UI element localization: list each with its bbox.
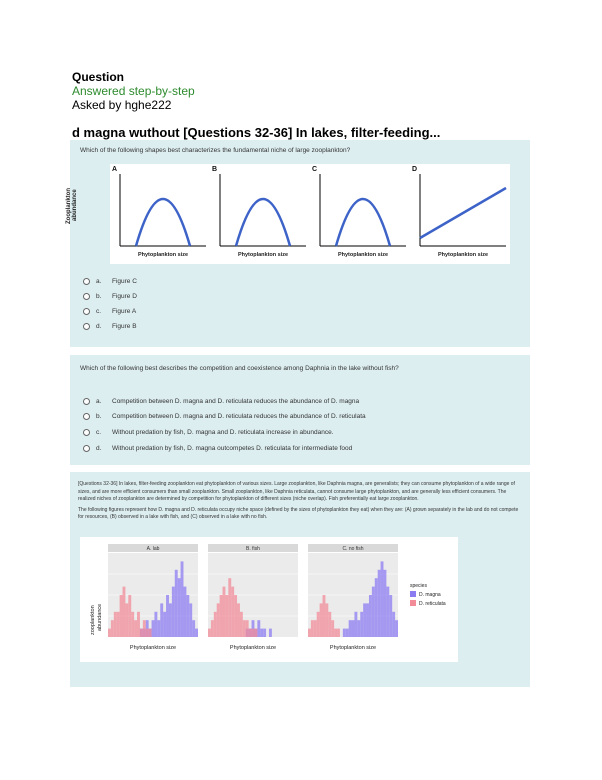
x-axis-label: Phytoplankton size (137, 252, 189, 258)
context-paragraph-2: The following figures represent how D. magna and D. reticulata occupy niche space (defined by the sizes of phytoplankton they eat) when they are: (A) grown separately in the lab and do not compete for resources, (B) observed in a lake with fish, and (C) observed in a lake with no fish. (78, 506, 519, 520)
histogram-bar (395, 620, 398, 637)
option-d[interactable]: d. Without predation by fish, D. magna outcompetes D. reticulata for intermediate food (83, 445, 352, 452)
facet-title: C. no fish (342, 546, 364, 552)
question-panel-shapes (66, 140, 530, 347)
histogram-bar (128, 595, 131, 637)
y-axis-label: abundance (97, 603, 103, 631)
histogram-bar (334, 629, 337, 637)
histogram-bar (325, 603, 328, 637)
histogram-bar (240, 612, 243, 637)
niche-curve (336, 199, 390, 246)
histogram-bar (183, 587, 186, 637)
niche-line (420, 188, 506, 238)
histogram-bar (243, 620, 246, 637)
histogram-bar (389, 595, 392, 637)
option-d[interactable]: d. Figure B (83, 323, 137, 330)
x-axis-label: Phytoplankton size (237, 252, 289, 258)
niche-shapes-figure (66, 164, 510, 264)
x-axis-label: Phytoplankton size (129, 645, 177, 651)
x-axis-label: Phytoplankton size (329, 645, 377, 651)
niche-histogram-svg (80, 537, 458, 662)
histogram-bar (328, 612, 331, 637)
radio-button[interactable] (83, 293, 90, 300)
histogram-bar (181, 561, 184, 637)
histogram-bar (214, 612, 217, 637)
radio-button[interactable] (83, 308, 90, 315)
facet-title: B. fish (246, 546, 260, 552)
histogram-bar (211, 620, 214, 637)
histogram-bar (175, 570, 178, 637)
histogram-bar (357, 620, 360, 637)
histogram-bar (375, 578, 378, 637)
radio-button[interactable] (83, 398, 90, 405)
histogram-bar (149, 629, 152, 637)
histogram-bar (195, 629, 198, 637)
histogram-bar (163, 612, 166, 637)
histogram-bar (231, 587, 234, 637)
x-axis-label: Phytoplankton size (437, 252, 489, 258)
context-text (78, 481, 523, 522)
histogram-bar (252, 629, 255, 637)
histogram-bar (111, 620, 114, 637)
histogram-bar (311, 620, 314, 637)
histogram-bar (257, 620, 260, 637)
histogram-bar (178, 578, 181, 637)
question-prompt: Which of the following best describes the competition and coexistence among Daphnia in the lake without fish? (80, 365, 399, 372)
option-b[interactable]: b. Competition between D. magna and D. reticulata reduces the abundance of D. reticulata (83, 413, 366, 420)
histogram-bar (366, 603, 369, 637)
histogram-bar (152, 620, 155, 637)
histogram-bar (169, 603, 172, 637)
answered-status[interactable]: Answered step-by-step (72, 84, 195, 98)
radio-button[interactable] (83, 278, 90, 285)
niche-shapes-svg (66, 164, 510, 264)
histogram-bar (372, 587, 375, 637)
y-axis-label: Zooplankton (66, 188, 72, 224)
histogram-bar (346, 629, 349, 637)
radio-button[interactable] (83, 413, 90, 420)
histogram-bar (237, 603, 240, 637)
histogram-bar (360, 612, 363, 637)
histogram-bar (331, 620, 334, 637)
histogram-bar (120, 595, 123, 637)
histogram-bar (386, 587, 389, 637)
question-panel-competition (70, 355, 530, 465)
histogram-bar (186, 595, 189, 637)
question-header (72, 70, 195, 112)
histogram-bar (192, 620, 195, 637)
histogram-bar (166, 595, 169, 637)
question-prompt: Which of the following shapes best characterizes the fundamental niche of large zooplankton? (80, 147, 351, 154)
histogram-bar (369, 595, 372, 637)
histogram-bar (308, 629, 311, 637)
panel-letter: C (312, 166, 318, 173)
histogram-bar (143, 620, 146, 637)
histogram-bar (134, 620, 137, 637)
histogram-bar (363, 603, 366, 637)
histogram-bar (343, 629, 346, 637)
histogram-bar (320, 603, 323, 637)
option-a[interactable]: a. Competition between D. magna and D. reticulata reduces the abundance of D. magna (83, 398, 359, 405)
histogram-bar (117, 612, 120, 637)
histogram-bar (208, 629, 211, 637)
histogram-bar (392, 612, 395, 637)
legend-label: D. reticulata (419, 601, 446, 607)
histogram-bar (157, 620, 160, 637)
histogram-bar (352, 620, 355, 637)
histogram-bar (217, 603, 220, 637)
panel-letter: D (412, 166, 418, 173)
histogram-bar (354, 612, 357, 637)
x-axis-label: Phytoplankton size (229, 645, 277, 651)
niche-curve (236, 199, 290, 246)
histogram-bar (323, 595, 326, 637)
y-axis-label: zooplankton (90, 605, 96, 635)
niche-curve (136, 199, 190, 246)
x-axis-label: Phytoplankton size (337, 252, 389, 258)
context-paragraph-1: [Questions 32-36] In lakes, filter-feeding zooplankton eat phytoplankton of various sizes. Large zooplankton, like Daphnia magna, are generalists; they can consume phytoplankton of a wide range of sizes, and are more efficient consumers than small zooplankton. Small zooplankton, like Daphnia reticulata, cannot consume large phytoplankton, and are generally less efficient consumers. The realized niches of zooplankton are determined by competition for phytoplankton of different sizes (niche overlap). Fish preferentially eat large zooplankton. (78, 481, 515, 502)
question-title: d magna wuthout [Questions 32-36] In lakes, filter-feeding... (72, 125, 441, 140)
legend-label: D. magna (419, 592, 441, 598)
legend-title: species (410, 583, 427, 589)
option-c[interactable]: c. Figure A (83, 308, 136, 315)
histogram-bar (146, 629, 149, 637)
option-b[interactable]: b. Figure D (83, 293, 137, 300)
histogram-bar (125, 603, 128, 637)
histogram-bar (314, 620, 317, 637)
histogram-bar (223, 587, 226, 637)
histogram-bar (160, 603, 163, 637)
histogram-bar (234, 595, 237, 637)
option-c[interactable]: c. Without predation by fish, D. magna and D. reticulata increase in abundance. (83, 429, 334, 436)
y-axis-label: abundance (72, 189, 78, 221)
histogram-bar (131, 612, 134, 637)
histogram-bar (140, 629, 143, 637)
panel-letter: B (212, 166, 218, 173)
panel-letter: A (112, 166, 118, 173)
histogram-bar (337, 629, 340, 637)
radio-button[interactable] (83, 429, 90, 436)
histogram-bar (383, 570, 386, 637)
histogram-bar (225, 595, 228, 637)
histogram-bar (378, 570, 381, 637)
histogram-bar (381, 561, 384, 637)
histogram-bar (349, 620, 352, 637)
radio-button[interactable] (83, 445, 90, 452)
histogram-bar (114, 612, 117, 637)
histogram-bar (154, 612, 157, 637)
histogram-bar (246, 620, 249, 637)
legend-swatch (410, 600, 416, 606)
histogram-bar (220, 595, 223, 637)
asked-by: Asked by hghe222 (72, 98, 172, 112)
histogram-bar (123, 587, 126, 637)
histogram-bar (254, 629, 257, 637)
histogram-bar (189, 603, 192, 637)
histogram-bar (249, 629, 252, 637)
histogram-bar (263, 629, 266, 637)
context-panel (70, 472, 530, 687)
option-a[interactable]: a. Figure C (83, 278, 137, 285)
histogram-bar (172, 587, 175, 637)
niche-histogram-figure (80, 537, 458, 662)
question-label: Question (72, 70, 125, 84)
radio-button[interactable] (83, 323, 90, 330)
histogram-bar (317, 612, 320, 637)
histogram-bar (108, 629, 111, 637)
facet-title: A. lab (146, 546, 160, 552)
histogram-bar (260, 629, 263, 637)
histogram-bar (269, 629, 272, 637)
histogram-bar (137, 612, 140, 637)
histogram-bar (228, 578, 231, 637)
legend-swatch (410, 591, 416, 597)
